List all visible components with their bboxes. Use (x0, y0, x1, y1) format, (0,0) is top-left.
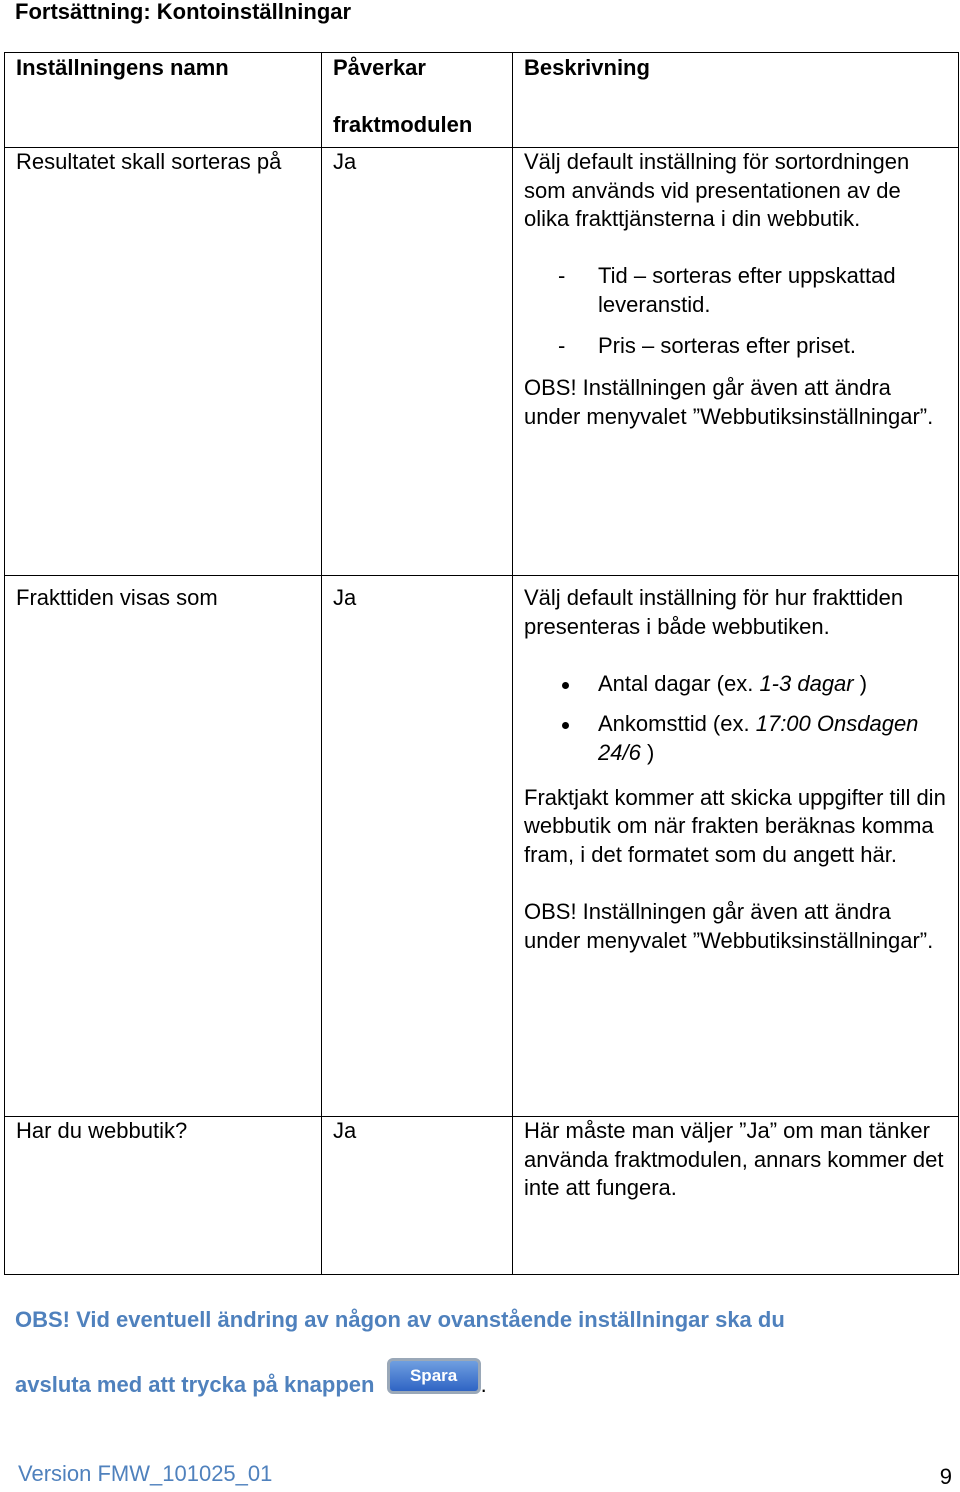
affects-value: Ja (322, 1117, 513, 1275)
description-note: OBS! Inställningen går även att ändra under menyvalet ”Webbutiksinställningar”. (524, 375, 934, 429)
table-header-row (5, 53, 959, 148)
description-note: OBS! Inställningen går även att ändra under menyvalet ”Webbutiksinställningar”. (524, 898, 934, 953)
setting-name: Resultatet skall sorteras på (5, 148, 322, 576)
header-affects-module: Påverkar fraktmodulen (322, 53, 513, 148)
setting-name: Har du webbutik? (5, 1117, 322, 1275)
setting-description (513, 148, 959, 576)
settings-table (4, 52, 959, 1275)
header-setting-name: Inställningens namn (5, 53, 322, 148)
table-row (5, 576, 959, 1117)
save-button[interactable]: Spara (387, 1358, 481, 1394)
save-notice (15, 1304, 945, 1404)
description-intro: Här måste man väljer ”Ja” om man tänker använda fraktmodulen, annars kommer det inte att fungera. (524, 1118, 944, 1201)
affects-value: Ja (322, 576, 513, 1117)
table-row (5, 148, 959, 576)
page-heading: Fortsättning: Kontoinställningar (15, 0, 352, 24)
description-explanation: Fraktjakt kommer att skicka uppgifter till din webbutik om när frakten beräknas komma fram, i det formatet som du angett här. (524, 784, 946, 867)
notice-line-1: OBS! Vid eventuell ändring av någon av ovanstående inställningar ska du (15, 1307, 785, 1332)
list-item: - Pris – sorteras efter priset. (558, 332, 856, 358)
list-item: - Tid – sorteras efter uppskattad leveranstid. (558, 263, 896, 317)
option-list (524, 262, 947, 360)
bullet-icon (562, 722, 569, 729)
page-number: 9 (939, 1464, 952, 1489)
list-item: Ankomsttid (ex. 17:00 Onsdagen 24/6 ) (524, 710, 947, 767)
description-intro: Välj default inställning för hur frakttiden presenteras i både webbutiken. (524, 585, 904, 639)
notice-line-2: avsluta med att trycka på knappen Spara . (15, 1368, 945, 1404)
description-intro: Välj default inställning för sortordningen som används vid presentationen av de olika frakttjänsterna i din webbutik. (524, 149, 910, 232)
option-list (524, 670, 947, 768)
list-item: Antal dagar (ex. 1-3 dagar ) (524, 670, 947, 699)
footer-version: Version FMW_101025_01 (18, 1461, 273, 1486)
affects-value: Ja (322, 148, 513, 576)
setting-description (513, 576, 959, 1117)
bullet-icon (562, 682, 569, 689)
setting-name: Frakttiden visas som (5, 576, 322, 1117)
setting-description (513, 1117, 959, 1275)
table-row (5, 1117, 959, 1275)
header-description: Beskrivning (513, 53, 959, 148)
